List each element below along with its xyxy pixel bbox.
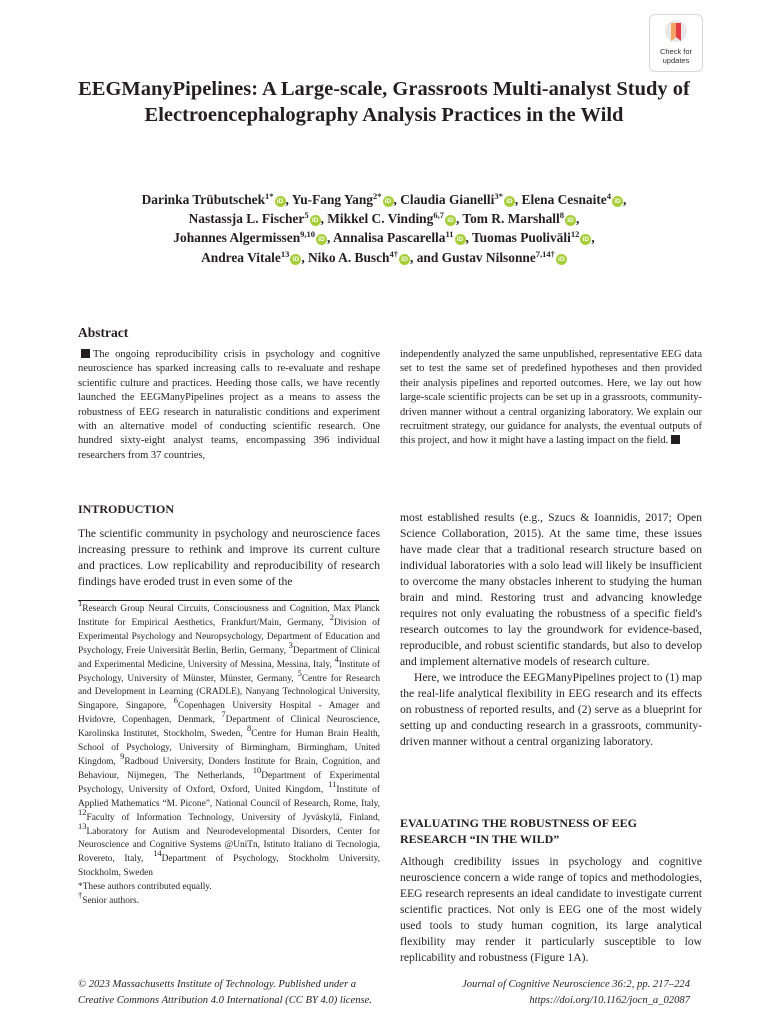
- license-note: © 2023 Massachusetts Institute of Technology. Published under a Creative Commons Attribution 4.0 International (CC BY 4.0) license.: [78, 979, 372, 1006]
- orcid-icon[interactable]: iD: [556, 254, 567, 265]
- orcid-icon[interactable]: iD: [580, 234, 591, 245]
- affiliation-text: Centre for Research and Development in Learning (CRADLE), Nanyang Technological University, Singapore, Singapore,: [78, 673, 381, 712]
- affiliation-number: 11: [328, 778, 337, 789]
- affiliations: [78, 598, 381, 881]
- paragraph: most established results (e.g., Szucs & Ioannidis, 2017; Open Science Collaboration, 2015). At the same time, these issues have made clear that a traditional research structure based on individual laboratories with a solo lead will likely be insufficient to overcome the many obstacles inherent to studying the human brain and mind. Restoring trust and advancing knowledge requires not only evaluating the robustness of a specific field's research outcomes to lay the groundwork for evidence-based, reproducible, and robust scientific standards, but also to develop and implement alternative models of research culture.: [400, 511, 702, 668]
- author-affiliation-mark: 6,7: [433, 210, 444, 221]
- author-name: Tom R. Marshall: [462, 211, 560, 227]
- author-affiliation-mark: 12: [570, 229, 580, 240]
- affiliation-text: Institute of Applied Mathematics “M. Picone”, National Council of Research, Rome, Italy,: [78, 784, 380, 809]
- orcid-icon[interactable]: iD: [316, 234, 327, 245]
- introduction-text: The scientific community in psychology and neuroscience faces increasing pressure to rethink and improve its current culture and practices. Low replicability and reproducibility of research findings have eroded trust in even some of the: [78, 527, 380, 588]
- affiliation-number: 8: [246, 723, 252, 734]
- author-name: Mikkel C. Vinding: [327, 211, 434, 227]
- author-name: Elena Cesnaite: [521, 192, 607, 207]
- article-title: EEGManyPipelines: A Large-scale, Grassroots Multi-analyst Study of Electroencephalography Analysis Practices in the Wild: [78, 78, 690, 126]
- affiliation-number: 1: [78, 598, 83, 608]
- orcid-icon[interactable]: iD: [565, 215, 576, 226]
- author-name: Nastassja L. Fischer: [188, 211, 305, 227]
- orcid-icon[interactable]: iD: [455, 234, 466, 245]
- author-affiliation-mark: 3*: [494, 191, 503, 201]
- affiliation-number: 9: [120, 750, 125, 761]
- author-name: Claudia Gianelli: [400, 192, 495, 207]
- affiliation-text: Department of Psychology, Stockholm University, Stockholm, Sweden: [78, 854, 380, 879]
- author-name: Gustav Nilsonne: [441, 249, 536, 265]
- author-list: Darinka Trübutschek$^{1*}$iD , Yu-Fang Yang$^{2*}$iD , Claudia Gianelli$^{3*}$iD , Elena Cesnaite$^4$iD , Nastassja L. Fischer$^5$iD , Mikkel C. Vinding$^{6,7}$iD , Tom R. Marshall$^8$iD , Johannes Algermissen$^{9,10}$iD , Annalisa Pascarella$^{11}$iD , Tuomas Puoliväli$^{12}$iD , Andrea Vitale$^{13}$iD , Niko A. Busch$^{4\dagger}$iD , and Gustav Nilsonne$^{7,14\dagger}$iD: [141, 191, 627, 265]
- right-column-text: [400, 510, 702, 750]
- orcid-icon[interactable]: iD: [383, 196, 394, 207]
- affiliation-number: 6: [173, 695, 178, 706]
- senior-author-note: †Senior authors.: [78, 890, 140, 907]
- affiliation-text: Department of Clinical and Experimental Medicine, University of Messina, Messina, Italy,: [78, 645, 381, 670]
- author-affiliation-mark: 13: [280, 248, 290, 259]
- orcid-icon[interactable]: iD: [504, 196, 515, 207]
- abstract-right-column: independently analyzed the same unpublished, representative EEG data set to test the same set of predefined hypotheses and then provided their analysis pipelines and reported outcomes. Here, we lay out how large-scale scientific projects can be set up in a grassroots, community-driven manner without a central organizing laboratory. We explain our recruitment strategy, our guidance for analysts, the eventual outputs of this project, and how it might have a lasting impact on the field.: [400, 349, 702, 447]
- affiliation-number: 7: [221, 709, 226, 720]
- author-name: Tuomas Puoliväli: [471, 230, 571, 246]
- affiliation-number: 12: [78, 806, 87, 817]
- bookmark-icon: [664, 19, 688, 47]
- author-affiliation-mark: 2*: [373, 191, 382, 201]
- section-heading-evaluating: EVALUATING THE ROBUSTNESS OF EEG RESEARCH “IN THE WILD”: [400, 816, 637, 846]
- evaluating-text: Although credibility issues in psychology and cognitive neuroscience concern a wide range of topics and methodologies, EEG research represents an ideal candidate to investigate current scientific practices. Not only is EEG one of the most widely used tools to study human cognition, its large analytical flexibility may render it particularly susceptible to low replicability and robustness (Figure 1A).: [400, 855, 702, 964]
- introduction-heading: INTRODUCTION: [78, 502, 175, 516]
- affiliation-text: Department of Clinical Neuroscience, Karolinska Institutet, Stockholm, Sweden,: [78, 715, 380, 740]
- end-square-icon: [671, 435, 680, 444]
- orcid-icon[interactable]: iD: [399, 254, 410, 265]
- author-name: Yu-Fang Yang: [291, 192, 373, 207]
- footnotes: [78, 598, 381, 909]
- journal-citation: Journal of Cognitive Neuroscience 36:2, pp. 217–224 https://doi.org/10.1162/jocn_a_02087: [390, 977, 690, 1008]
- check-for-updates-badge[interactable]: [649, 14, 703, 72]
- paragraph: Here, we introduce the EEGManyPipelines project to (1) map the real-life analytical flexibility in EEG research and its effects on robustness of reported results, and (2) serve as a blueprint for setting up and conducting research in a grassroots, community-driven manner without a central organizing laboratory.: [400, 671, 702, 748]
- orcid-icon[interactable]: iD: [275, 196, 286, 207]
- orcid-icon[interactable]: iD: [445, 215, 456, 226]
- orcid-icon[interactable]: iD: [612, 196, 623, 207]
- author-name: Darinka Trübutschek: [141, 192, 266, 207]
- affiliation-text: Copenhagen University Hospital - Amager and Hvidovre, Copenhagen, Denmark,: [78, 701, 380, 726]
- author-affiliation-mark: 11: [445, 229, 454, 240]
- affiliation-text: Centre for Human Brain Health, School of Psychology, University of Birmingham, Birmingham, United Kingdom,: [78, 729, 380, 767]
- author-name: Niko A. Busch: [308, 249, 390, 265]
- author-affiliation-mark: 8: [559, 210, 564, 221]
- start-square-icon: [81, 349, 90, 358]
- author-name: Andrea Vitale: [201, 249, 281, 265]
- affiliation-number: 2: [329, 611, 334, 622]
- footnote-divider: [78, 600, 379, 601]
- affiliation-text: Faculty of Information Technology, University of Jyväskylä, Finland,: [86, 812, 380, 823]
- affiliation-text: Laboratory for Autism and Neurodevelopmental Disorders, Center for Neuroscience and Cognitive Systems @UniTn, Istituto Italiano di Tecnologia, Rovereto, Italy,: [78, 826, 380, 865]
- author-name: Annalisa Pascarella: [333, 230, 446, 246]
- author-affiliation-mark: 5: [304, 210, 309, 221]
- author-affiliation-mark: 7,14†: [535, 248, 555, 259]
- abstract-left-column: The ongoing reproducibility crisis in psychology and cognitive neuroscience has sparked increasing calls to re-evaluate and reshape scientific culture and practices. Heeding those calls, we have recently launched the EEGManyPipelines project as a means to assess the robustness of EEG research in naturalistic conditions and experiment with an alternative model of conducting scientific research. One hundred sixty-eight analyst teams, encompassing 396 individual researchers from 37 countries,: [78, 349, 380, 461]
- author-affiliation-mark: 9,10: [300, 229, 316, 240]
- abstract-heading: Abstract: [78, 325, 129, 340]
- equal-contribution-note: *These authors contributed equally.: [78, 882, 212, 893]
- affiliation-number: 14: [153, 848, 162, 859]
- affiliation-number: 4: [334, 653, 339, 664]
- orcid-icon[interactable]: iD: [290, 254, 301, 265]
- affiliation-text: Institute of Psychology, University of Münster, Münster, Germany,: [78, 659, 380, 684]
- affiliation-text: Research Group Neural Circuits, Consciousness and Cognition, Max Planck Institute for Empirical Aesthetics, Frankfurt/Main, Germany,: [78, 604, 380, 628]
- author-name: Johannes Algermissen: [173, 230, 301, 246]
- author-affiliation-mark: 4: [606, 191, 611, 201]
- affiliation-number: 3: [288, 639, 293, 650]
- affiliation-number: 10: [252, 764, 262, 775]
- badge-label: Check for updates: [659, 47, 693, 65]
- affiliation-text: Radboud University, Donders Institute for Brain, Cognition, and Behaviour, Nijmegen, The Netherlands,: [78, 756, 380, 781]
- orcid-icon[interactable]: iD: [310, 215, 321, 226]
- affiliation-number: 13: [78, 820, 87, 831]
- affiliation-number: 5: [297, 667, 302, 678]
- affiliation-text: Department of Experimental Psychology, University of Oxford, Oxford, United Kingdom,: [78, 770, 380, 795]
- author-affiliation-mark: 4†: [389, 248, 399, 259]
- affiliation-text: Division of Experimental Psychology and Neuropsychology, Department of Education and Psychology, Freie Universität Berlin, Berlin, Germany,: [78, 617, 380, 656]
- author-affiliation-mark: 1*: [265, 191, 274, 201]
- doi-link[interactable]: https://doi.org/10.1162/jocn_a_02087: [529, 994, 690, 1006]
